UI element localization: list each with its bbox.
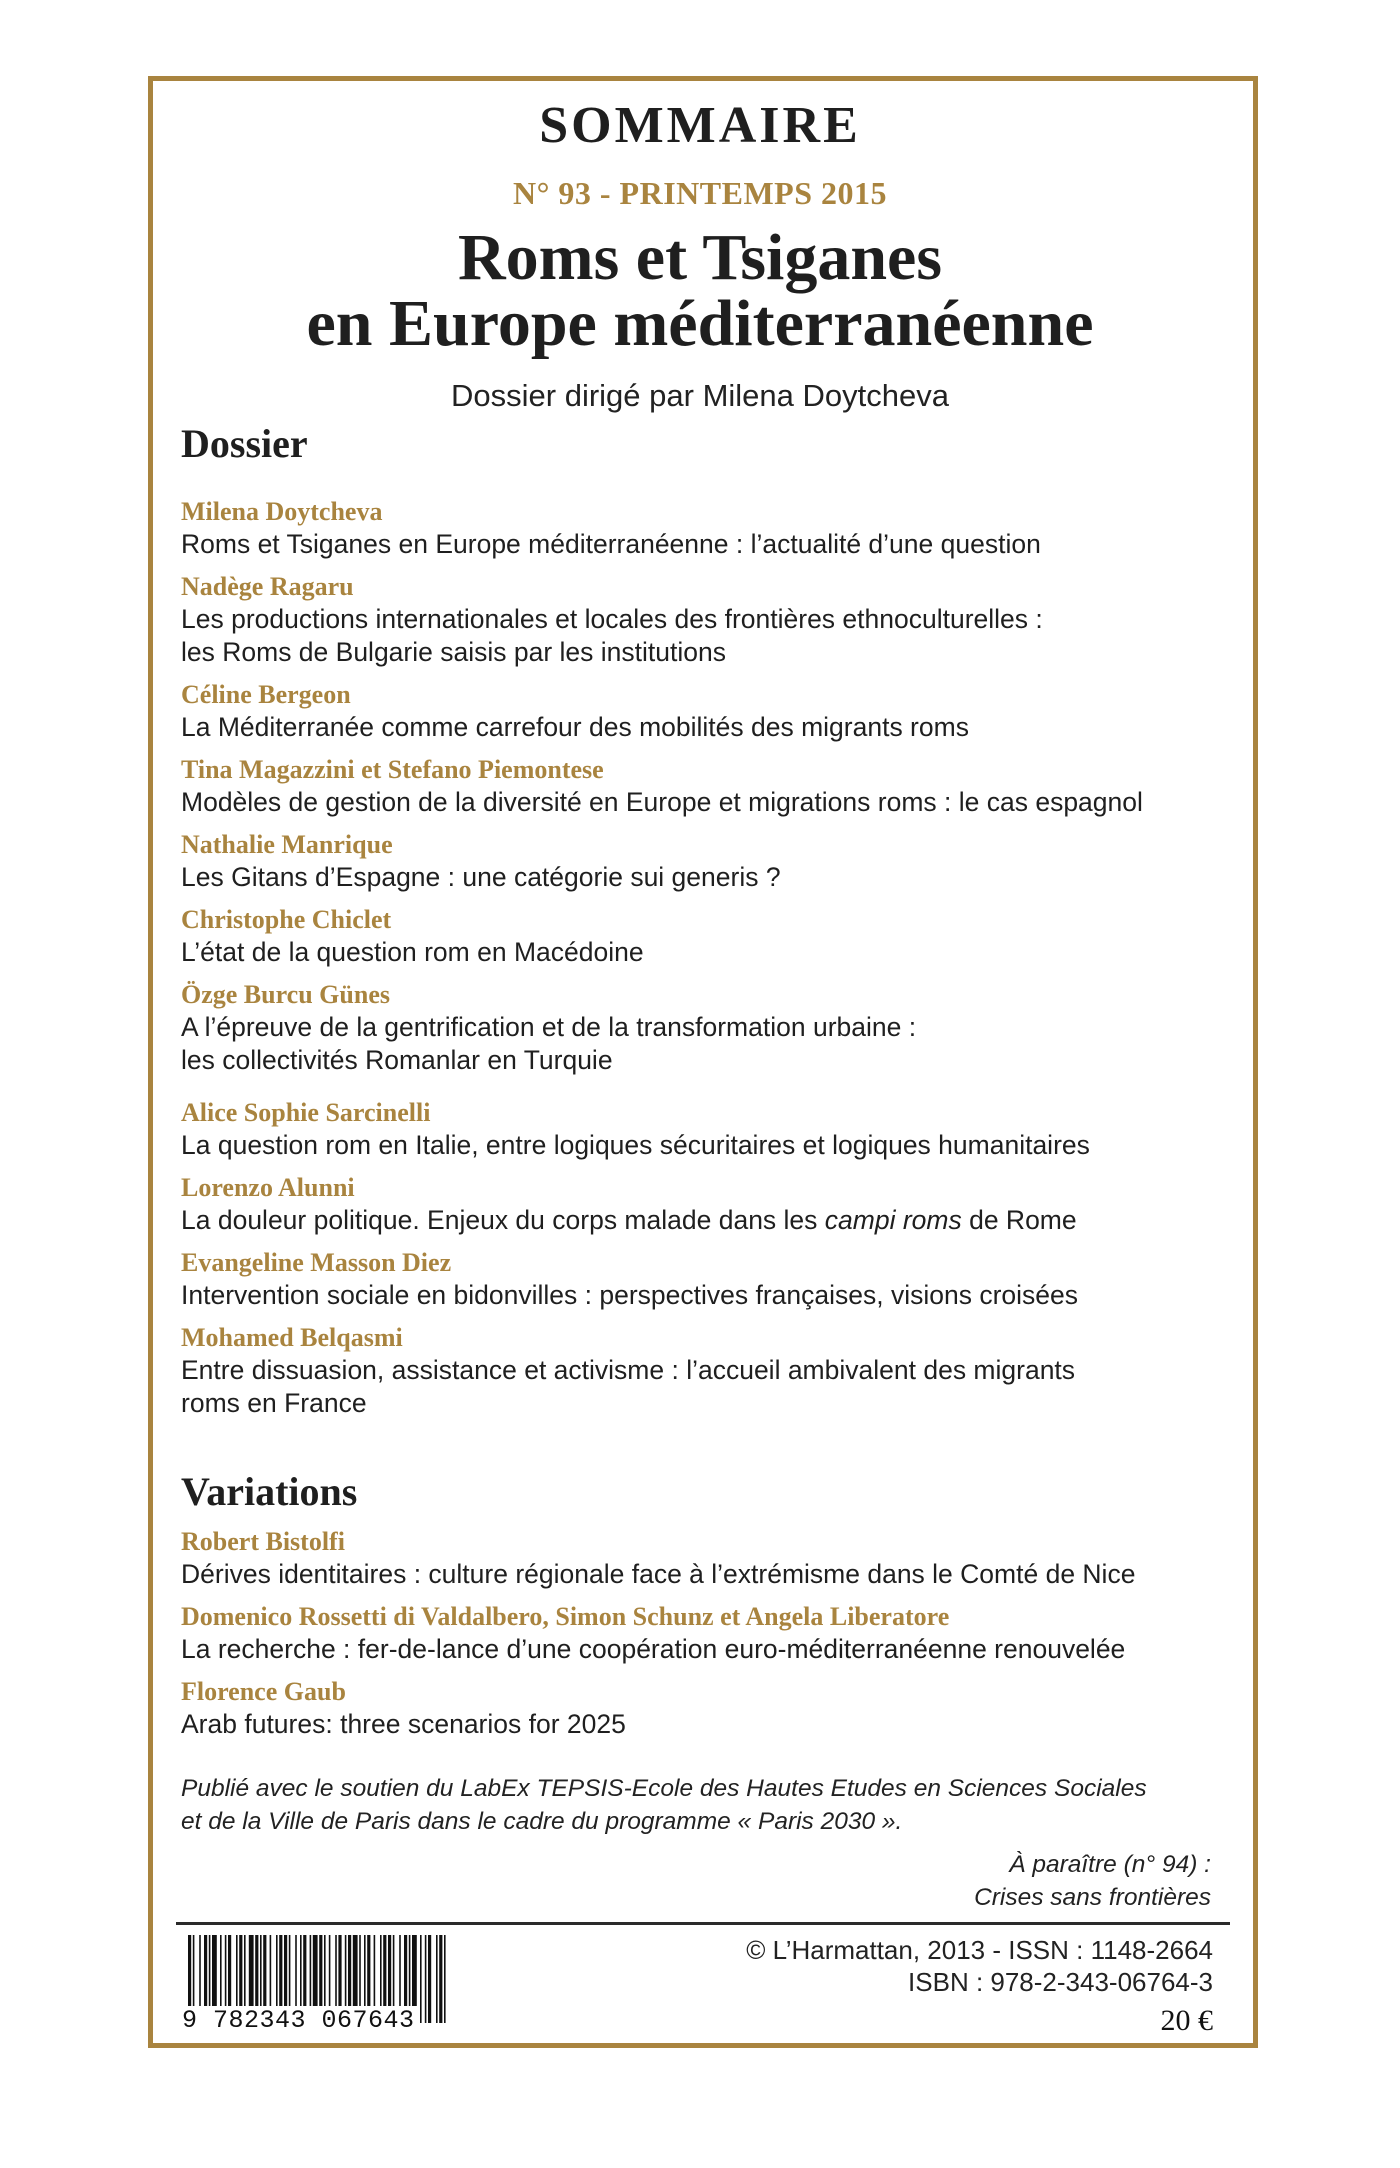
- toc-author: Milena Doytcheva: [181, 497, 383, 526]
- toc-entry: [181, 1322, 1221, 1420]
- toc-entry: [181, 496, 1221, 561]
- support-note: Publié avec le soutien du LabEx TEPSIS-Ecole des Hautes Etudes en Sciences Sociales et de la Ville de Paris dans le cadre du programme « Paris 2030 ».: [181, 1775, 1147, 1835]
- toc-entry: [181, 1097, 1221, 1162]
- toc-author: Domenico Rossetti di Valdalbero, Simon Schunz et Angela Liberatore: [181, 1602, 950, 1631]
- barcode-bar: [439, 1935, 442, 2023]
- publisher-info: [746, 1934, 1213, 1998]
- copyright-issn: © L’Harmattan, 2013 - ISSN : 1148-2664: [746, 1935, 1213, 1965]
- issue-label: N° 93 - PRINTEMPS 2015: [512, 175, 887, 211]
- toc-author: Robert Bistolfi: [181, 1527, 345, 1556]
- toc-entry: [181, 829, 1221, 894]
- toc-author: Özge Burcu Günes: [181, 980, 390, 1009]
- variations-toc: [181, 1526, 1221, 1741]
- toc-author: Florence Gaub: [181, 1677, 346, 1706]
- toc-article-title: Intervention sociale en bidonvilles : perspectives françaises, visions croisées: [181, 1280, 1079, 1310]
- toc-entry: [181, 1676, 1221, 1741]
- toc-article-title: Les Gitans d’Espagne : une catégorie sui generis ?: [181, 862, 781, 892]
- toc-entry: [181, 1601, 1221, 1666]
- page-title: SOMMAIRE: [539, 97, 861, 154]
- toc-author: Nadège Ragaru: [181, 572, 354, 601]
- toc-author: Lorenzo Alunni: [181, 1173, 355, 1202]
- toc-entry: [181, 1247, 1221, 1312]
- toc-article-title: Entre dissuasion, assistance et activisme : l’accueil ambivalent des migrants roms en France: [181, 1355, 1076, 1418]
- toc-author: Alice Sophie Sarcinelli: [181, 1098, 431, 1127]
- toc-author: Mohamed Belqasmi: [181, 1323, 403, 1352]
- toc-article-title: A l’épreuve de la gentrification et de la transformation urbaine : les collectivités Romanlar en Turquie: [181, 1012, 917, 1075]
- toc-author: Christophe Chiclet: [181, 905, 392, 934]
- toc-author: Céline Bergeon: [181, 680, 351, 709]
- barcode-bar: [420, 1935, 422, 2023]
- toc-article-title: Les productions internationales et locales des frontières ethnoculturelles : les Roms de Bulgarie saisis par les institutions: [181, 604, 1043, 667]
- toc-entry: [181, 904, 1221, 969]
- toc-article-title: La douleur politique. Enjeux du corps malade dans les campi roms de Rome: [181, 1205, 1077, 1235]
- section-heading-variations: Variations: [181, 1469, 358, 1514]
- dossier-title-line-2: en Europe méditerranéenne: [306, 287, 1094, 360]
- barcode-digits: 9 782343 067643: [182, 2006, 415, 2035]
- next-issue-note: À paraître (n° 94) : Crises sans frontières: [974, 1851, 1211, 1911]
- barcode-bar: [444, 1935, 446, 2023]
- dossier-toc: [181, 496, 1221, 1420]
- toc-article-title: Arab futures: three scenarios for 2025: [181, 1709, 626, 1739]
- dossier-direction: Dossier dirigé par Milena Doytcheva: [451, 378, 949, 413]
- toc-entry: [181, 571, 1221, 669]
- price: 20 €: [1160, 2004, 1213, 2037]
- barcode-bar: [436, 1935, 438, 2023]
- toc-entry: [181, 979, 1221, 1077]
- toc-author: Nathalie Manrique: [181, 830, 393, 859]
- dossier-title-line-1: Roms et Tsiganes: [457, 221, 943, 294]
- toc-article-title: Roms et Tsiganes en Europe méditerranéenne : l’actualité d’une question: [181, 529, 1041, 559]
- isbn: ISBN : 978-2-343-06764-3: [908, 1967, 1213, 1997]
- toc-article-title: L’état de la question rom en Macédoine: [181, 937, 644, 967]
- toc-entry: [181, 754, 1221, 819]
- toc-article-title: Dérives identitaires : culture régionale face à l’extrémisme dans le Comté de Nice: [181, 1559, 1136, 1589]
- toc-entry: [181, 1526, 1221, 1591]
- toc-article-title: Modèles de gestion de la diversité en Europe et migrations roms : le cas espagnol: [181, 787, 1143, 817]
- toc-article-title: La Méditerranée comme carrefour des mobilités des migrants roms: [181, 712, 969, 742]
- toc-article-title: La question rom en Italie, entre logiques sécuritaires et logiques humanitaires: [181, 1130, 1090, 1160]
- toc-article-title: La recherche : fer-de-lance d’une coopération euro-méditerranéenne renouvelée: [181, 1634, 1126, 1664]
- toc-entry: [181, 679, 1221, 744]
- dossier-title: [0, 221, 1400, 360]
- toc-entry: [181, 1172, 1221, 1237]
- section-heading-dossier: Dossier: [181, 421, 308, 466]
- barcode-bar: [425, 1935, 427, 2023]
- toc-author: Evangeline Masson Diez: [181, 1248, 452, 1277]
- barcode-bar: [428, 1935, 431, 2023]
- toc-author: Tina Magazzini et Stefano Piemontese: [181, 755, 604, 784]
- footer-divider: [176, 1922, 1230, 1925]
